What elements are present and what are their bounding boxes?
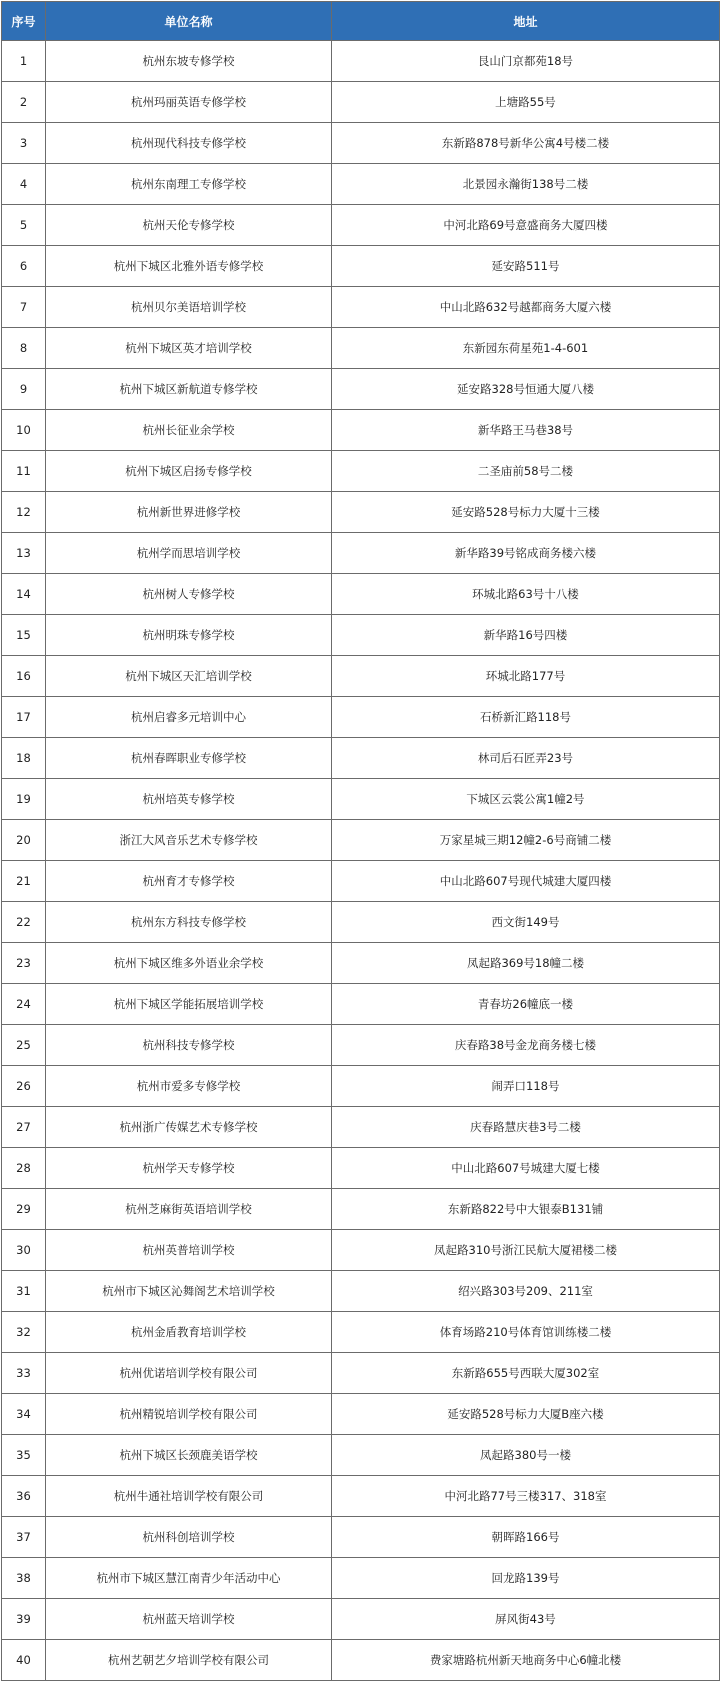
cell-index: 22 <box>2 902 46 943</box>
table-row <box>2 82 720 123</box>
cell-index: 29 <box>2 1189 46 1230</box>
table-row <box>2 738 720 779</box>
cell-name: 杭州东南理工专修学校 <box>46 164 332 205</box>
cell-index: 2 <box>2 82 46 123</box>
cell-address: 朝晖路166号 <box>332 1517 720 1558</box>
table-row <box>2 123 720 164</box>
table-row <box>2 41 720 82</box>
table-row <box>2 1066 720 1107</box>
cell-index: 38 <box>2 1558 46 1599</box>
cell-name: 杭州科创培训学校 <box>46 1517 332 1558</box>
table-body <box>2 41 720 1681</box>
cell-index: 26 <box>2 1066 46 1107</box>
cell-address: 回龙路139号 <box>332 1558 720 1599</box>
cell-index: 8 <box>2 328 46 369</box>
cell-name: 杭州下城区北雅外语专修学校 <box>46 246 332 287</box>
column-header-name: 单位名称 <box>46 2 332 41</box>
cell-address: 绍兴路303号209、211室 <box>332 1271 720 1312</box>
cell-name: 杭州下城区英才培训学校 <box>46 328 332 369</box>
cell-index: 37 <box>2 1517 46 1558</box>
cell-address: 环城北路63号十八楼 <box>332 574 720 615</box>
cell-index: 30 <box>2 1230 46 1271</box>
cell-address: 二圣庙前58号二楼 <box>332 451 720 492</box>
cell-index: 5 <box>2 205 46 246</box>
school-list <box>1 1 719 1681</box>
cell-index: 33 <box>2 1353 46 1394</box>
cell-index: 3 <box>2 123 46 164</box>
cell-name: 杭州学而思培训学校 <box>46 533 332 574</box>
table-row <box>2 902 720 943</box>
cell-index: 40 <box>2 1640 46 1681</box>
table-row <box>2 779 720 820</box>
cell-address: 中山北路607号城建大厦七楼 <box>332 1148 720 1189</box>
cell-index: 23 <box>2 943 46 984</box>
cell-address: 中山北路632号越都商务大厦六楼 <box>332 287 720 328</box>
table-row <box>2 943 720 984</box>
cell-address: 体育场路210号体育馆训练楼二楼 <box>332 1312 720 1353</box>
table-row <box>2 1271 720 1312</box>
cell-index: 35 <box>2 1435 46 1476</box>
table-row <box>2 1312 720 1353</box>
column-header-index: 序号 <box>2 2 46 41</box>
table-row <box>2 1148 720 1189</box>
cell-index: 20 <box>2 820 46 861</box>
cell-address: 新华路39号铭成商务楼六楼 <box>332 533 720 574</box>
cell-name: 杭州蓝天培训学校 <box>46 1599 332 1640</box>
cell-address: 新华路16号四楼 <box>332 615 720 656</box>
table-row <box>2 1599 720 1640</box>
table-row <box>2 1558 720 1599</box>
cell-index: 34 <box>2 1394 46 1435</box>
cell-index: 14 <box>2 574 46 615</box>
cell-name: 杭州玛丽英语专修学校 <box>46 82 332 123</box>
cell-address: 东新路878号新华公寓4号楼二楼 <box>332 123 720 164</box>
cell-index: 32 <box>2 1312 46 1353</box>
table-row <box>2 1476 720 1517</box>
cell-address: 万家星城三期12幢2-6号商铺二楼 <box>332 820 720 861</box>
cell-address: 凤起路310号浙江民航大厦裙楼二楼 <box>332 1230 720 1271</box>
cell-address: 新华路王马巷38号 <box>332 410 720 451</box>
cell-address: 下城区云裳公寓1幢2号 <box>332 779 720 820</box>
cell-name: 杭州下城区学能拓展培训学校 <box>46 984 332 1025</box>
cell-name: 杭州春晖职业专修学校 <box>46 738 332 779</box>
table-header <box>2 2 720 41</box>
cell-address: 延安路528号标力大厦B座六楼 <box>332 1394 720 1435</box>
cell-index: 11 <box>2 451 46 492</box>
cell-address: 青春坊26幢底一楼 <box>332 984 720 1025</box>
table-row <box>2 984 720 1025</box>
table-row <box>2 1435 720 1476</box>
cell-index: 18 <box>2 738 46 779</box>
cell-index: 19 <box>2 779 46 820</box>
column-header-address: 地址 <box>332 2 720 41</box>
cell-name: 杭州下城区新航道专修学校 <box>46 369 332 410</box>
header-row <box>2 2 720 41</box>
cell-index: 16 <box>2 656 46 697</box>
cell-index: 12 <box>2 492 46 533</box>
cell-name: 杭州启睿多元培训中心 <box>46 697 332 738</box>
cell-name: 杭州东坡专修学校 <box>46 41 332 82</box>
cell-address: 西文街149号 <box>332 902 720 943</box>
cell-address: 上塘路55号 <box>332 82 720 123</box>
school-table <box>1 1 720 1681</box>
cell-index: 25 <box>2 1025 46 1066</box>
cell-name: 杭州市爱多专修学校 <box>46 1066 332 1107</box>
cell-name: 杭州新世界进修学校 <box>46 492 332 533</box>
cell-address: 费家塘路杭州新天地商务中心6幢北楼 <box>332 1640 720 1681</box>
cell-name: 杭州优诺培训学校有限公司 <box>46 1353 332 1394</box>
cell-address: 东新路655号西联大厦302室 <box>332 1353 720 1394</box>
cell-address: 屏风街43号 <box>332 1599 720 1640</box>
cell-index: 13 <box>2 533 46 574</box>
cell-address: 石桥新汇路118号 <box>332 697 720 738</box>
cell-address: 环城北路177号 <box>332 656 720 697</box>
cell-name: 杭州市下城区沁舞阁艺术培训学校 <box>46 1271 332 1312</box>
table-row <box>2 205 720 246</box>
table-row <box>2 861 720 902</box>
cell-name: 杭州英普培训学校 <box>46 1230 332 1271</box>
cell-index: 15 <box>2 615 46 656</box>
table-row <box>2 697 720 738</box>
cell-address: 庆春路慧庆巷3号二楼 <box>332 1107 720 1148</box>
cell-index: 1 <box>2 41 46 82</box>
cell-name: 杭州市下城区慧江南青少年活动中心 <box>46 1558 332 1599</box>
table-row <box>2 615 720 656</box>
table-row <box>2 1189 720 1230</box>
cell-index: 39 <box>2 1599 46 1640</box>
table-row <box>2 410 720 451</box>
table-row <box>2 1640 720 1681</box>
cell-address: 延安路328号恒通大厦八楼 <box>332 369 720 410</box>
cell-name: 杭州现代科技专修学校 <box>46 123 332 164</box>
cell-name: 杭州学天专修学校 <box>46 1148 332 1189</box>
table-row <box>2 164 720 205</box>
cell-index: 28 <box>2 1148 46 1189</box>
table-row <box>2 656 720 697</box>
cell-name: 杭州浙广传媒艺术专修学校 <box>46 1107 332 1148</box>
cell-index: 36 <box>2 1476 46 1517</box>
cell-name: 杭州下城区长颈鹿美语学校 <box>46 1435 332 1476</box>
cell-name: 杭州艺朝艺夕培训学校有限公司 <box>46 1640 332 1681</box>
cell-index: 9 <box>2 369 46 410</box>
cell-index: 24 <box>2 984 46 1025</box>
table-row <box>2 1230 720 1271</box>
cell-index: 7 <box>2 287 46 328</box>
table-row <box>2 1353 720 1394</box>
cell-index: 6 <box>2 246 46 287</box>
cell-address: 东新路822号中大银泰B131铺 <box>332 1189 720 1230</box>
cell-name: 杭州树人专修学校 <box>46 574 332 615</box>
table-row <box>2 574 720 615</box>
cell-index: 31 <box>2 1271 46 1312</box>
cell-name: 杭州东方科技专修学校 <box>46 902 332 943</box>
cell-address: 中河北路77号三楼317、318室 <box>332 1476 720 1517</box>
cell-name: 杭州培英专修学校 <box>46 779 332 820</box>
cell-address: 东新园东荷星苑1-4-601 <box>332 328 720 369</box>
cell-name: 浙江大风音乐艺术专修学校 <box>46 820 332 861</box>
cell-address: 北景园永瀚街138号二楼 <box>332 164 720 205</box>
cell-name: 杭州长征业余学校 <box>46 410 332 451</box>
cell-index: 21 <box>2 861 46 902</box>
cell-address: 延安路528号标力大厦十三楼 <box>332 492 720 533</box>
table-row <box>2 1394 720 1435</box>
cell-name: 杭州天伦专修学校 <box>46 205 332 246</box>
cell-name: 杭州下城区天汇培训学校 <box>46 656 332 697</box>
cell-name: 杭州牛通社培训学校有限公司 <box>46 1476 332 1517</box>
cell-address: 延安路511号 <box>332 246 720 287</box>
table-row <box>2 820 720 861</box>
cell-name: 杭州下城区维多外语业余学校 <box>46 943 332 984</box>
cell-address: 中山北路607号现代城建大厦四楼 <box>332 861 720 902</box>
table-row <box>2 533 720 574</box>
cell-name: 杭州金盾教育培训学校 <box>46 1312 332 1353</box>
cell-index: 4 <box>2 164 46 205</box>
cell-address: 庆春路38号金龙商务楼七楼 <box>332 1025 720 1066</box>
cell-name: 杭州芝麻街英语培训学校 <box>46 1189 332 1230</box>
cell-name: 杭州科技专修学校 <box>46 1025 332 1066</box>
cell-index: 17 <box>2 697 46 738</box>
cell-name: 杭州贝尔美语培训学校 <box>46 287 332 328</box>
table-row <box>2 1107 720 1148</box>
cell-index: 10 <box>2 410 46 451</box>
cell-address: 中河北路69号意盛商务大厦四楼 <box>332 205 720 246</box>
cell-name: 杭州下城区启扬专修学校 <box>46 451 332 492</box>
table-row <box>2 328 720 369</box>
cell-index: 27 <box>2 1107 46 1148</box>
cell-address: 艮山门京都苑18号 <box>332 41 720 82</box>
table-row <box>2 1025 720 1066</box>
table-row <box>2 287 720 328</box>
table-row <box>2 1517 720 1558</box>
cell-address: 凤起路369号18幢二楼 <box>332 943 720 984</box>
cell-address: 林司后石匠弄23号 <box>332 738 720 779</box>
cell-address: 凤起路380号一楼 <box>332 1435 720 1476</box>
table-row <box>2 492 720 533</box>
cell-name: 杭州精锐培训学校有限公司 <box>46 1394 332 1435</box>
cell-name: 杭州育才专修学校 <box>46 861 332 902</box>
cell-address: 闹弄口118号 <box>332 1066 720 1107</box>
table-row <box>2 369 720 410</box>
table-row <box>2 246 720 287</box>
cell-name: 杭州明珠专修学校 <box>46 615 332 656</box>
table-row <box>2 451 720 492</box>
